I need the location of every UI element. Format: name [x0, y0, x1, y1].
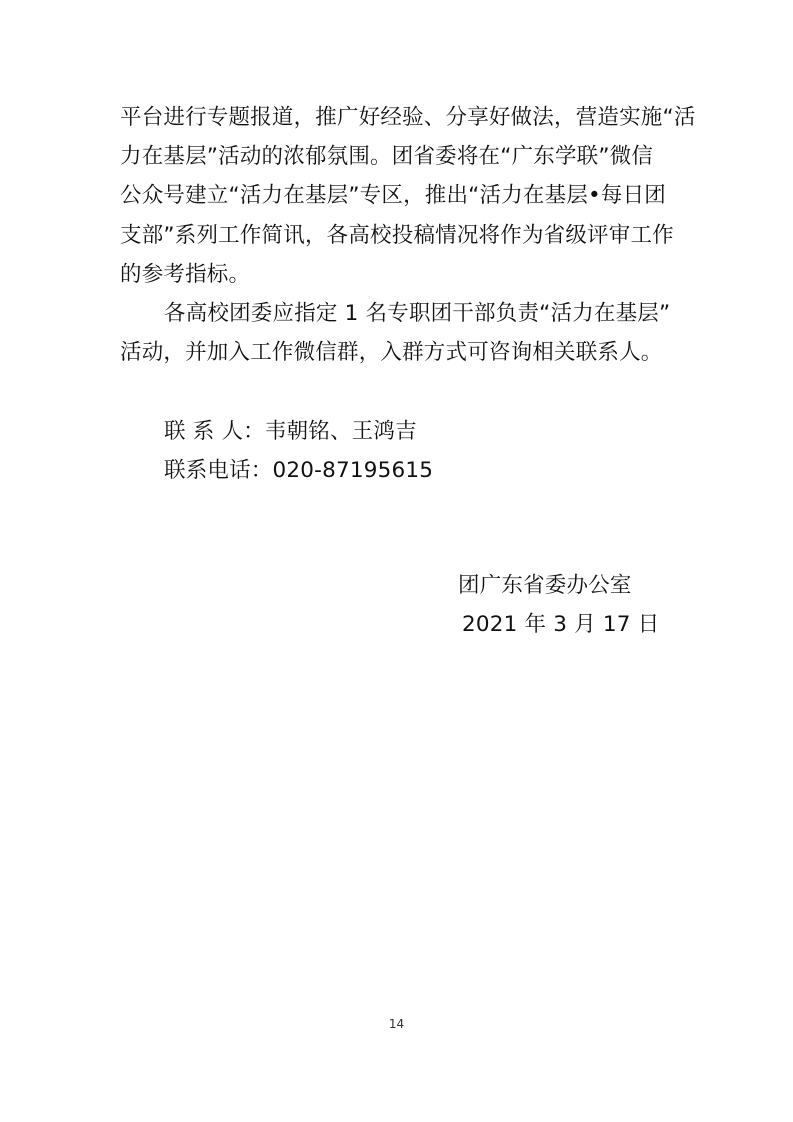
paragraph-1-line-5: 的参考指标。 — [120, 262, 251, 287]
paragraph-1-line-4: 支部”系列工作简讯，各高校投稿情况将作为省级评审工作 — [120, 223, 674, 248]
contact-phone-line: 联系电话：020-87195615 — [164, 458, 434, 483]
signature-organization: 团广东省委办公室 — [458, 573, 632, 598]
contact-person-line: 联 系 人：韦朝铭、王鸿吉 — [164, 419, 417, 444]
paragraph-1-line-3: 公众号建立“活力在基层”专区，推出“活力在基层•每日团 — [120, 183, 666, 208]
paragraph-1-line-1: 平台进行专题报道，推广好经验、分享好做法，营造实施“活 — [120, 105, 696, 130]
paragraph-2-line-2: 活动，并加入工作微信群，入群方式可咨询相关联系人。 — [120, 340, 663, 365]
paragraph-1-line-2: 力在基层”活动的浓郁氛围。团省委将在“广东学联”微信 — [120, 144, 654, 169]
signature-date: 2021 年 3 月 17 日 — [462, 612, 660, 637]
page-number: 14 — [388, 1017, 405, 1031]
paragraph-2-line-1: 各高校团委应指定 1 名专职团干部负责“活力在基层” — [164, 301, 671, 326]
